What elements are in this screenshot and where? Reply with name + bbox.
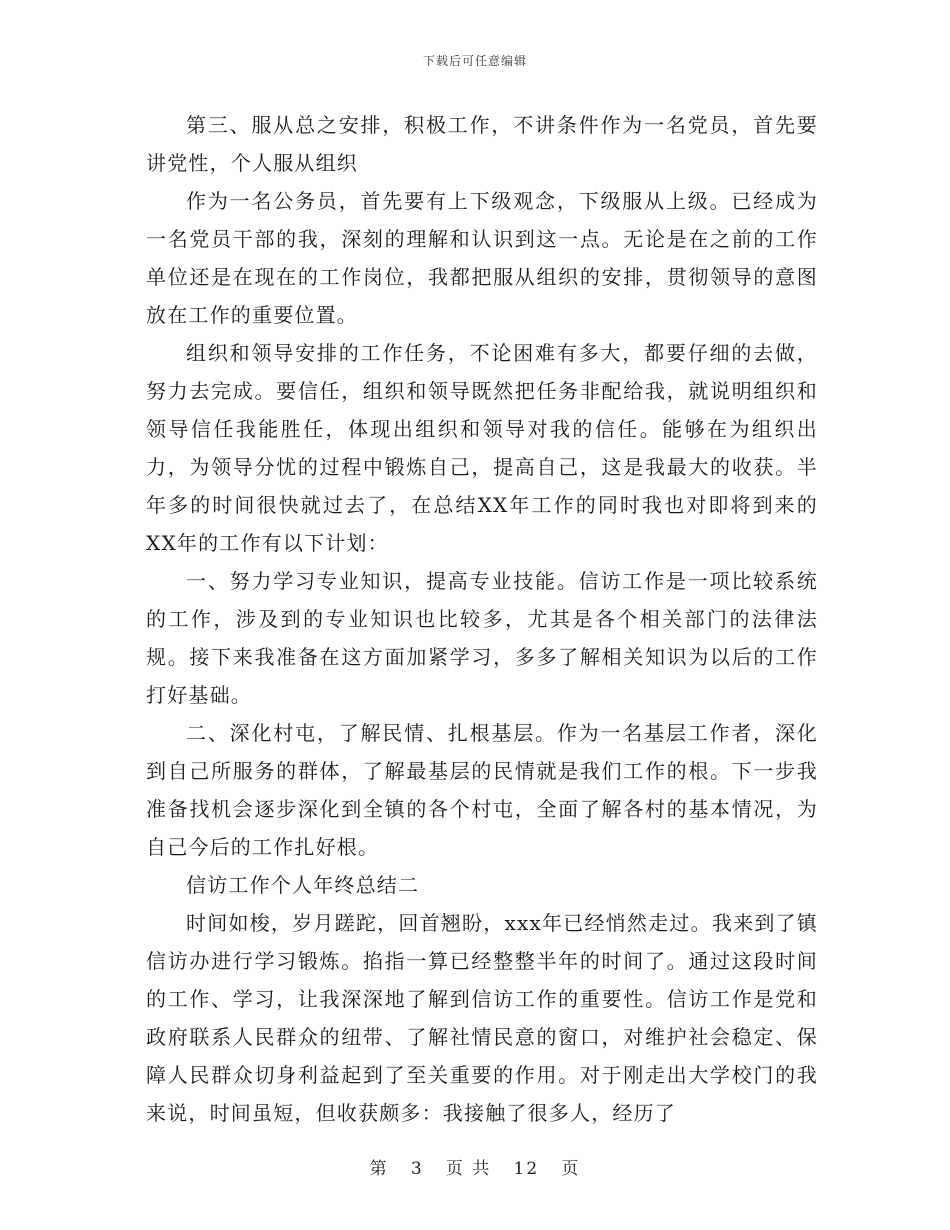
footer-prefix: 第 (369, 1159, 389, 1179)
footer-middle: 页 共 (445, 1159, 492, 1179)
section-heading: 信访工作个人年终总结二 (186, 873, 420, 897)
footer-suffix: 页 (561, 1159, 581, 1179)
page-header (0, 52, 950, 69)
document-body (146, 106, 818, 1132)
page-footer (0, 1154, 950, 1179)
paragraph-5: 二、深化村屯，了解民情、扎根基层。作为一名基层工作者，深化到自己所服务的群体，了解最基层的民情就是我们工作的根。下一步我准备找机会逐步深化到全镇的各个村屯，全面了解各村的基本情况，为自己今后的工作扎好根。 (146, 721, 818, 859)
paragraph-2: 作为一名公务员，首先要有上下级观念，下级服从上级。已经成为一名党员干部的我，深刻的理解和认识到这一点。无论是在之前的工作单位还是在现在的工作岗位，我都把服从组织的安排，贯彻领导的意图放在工作的重要位置。 (146, 189, 818, 327)
paragraph-3: 组织和领导安排的工作任务，不论困难有多大，都要仔细的去做，努力去完成。要信任，组织和领导既然把任务非配给我，就说明组织和领导信任我能胜任，体现出组织和领导对我的信任。能够在为组织出力，为领导分忧的过程中锻炼自己，提高自己，这是我最大的收获。半年多的时间很快就过去了，在总结XX年工作的同时我也对即将到来的XX年的工作有以下计划： (146, 341, 818, 555)
current-page-number: 3 (410, 1159, 424, 1179)
header-text: 下载后可任意编辑 (422, 54, 527, 68)
paragraph-4: 一、努力学习专业知识，提高专业技能。信访工作是一项比较系统的工作，涉及到的专业知识也比较多，尤其是各个相关部门的法律法规。接下来我准备在这方面加紧学习，多多了解相关知识为以后的工作打好基础。 (146, 569, 818, 707)
paragraph-1: 第三、服从总之安排，积极工作，不讲条件作为一名党员，首先要讲党性，个人服从组织 (146, 113, 818, 175)
paragraph-6: 时间如梭，岁月蹉跎，回首翘盼，xxx年已经悄然走过。我来到了镇信访办进行学习锻炼。掐指一算已经整整半年的时间了。通过这段时间的工作、学习，让我深深地了解到信访工作的重要性。信访工作是党和政府联系人民群众的纽带、了解社情民意的窗口，对维护社会稳定、保障人民群众切身利益起到了至关重要的作用。对于刚走出大学校门的我来说，时间虽短，但收获颇多：我接触了很多人，经历了 (146, 911, 818, 1125)
total-pages-number: 12 (513, 1159, 540, 1179)
